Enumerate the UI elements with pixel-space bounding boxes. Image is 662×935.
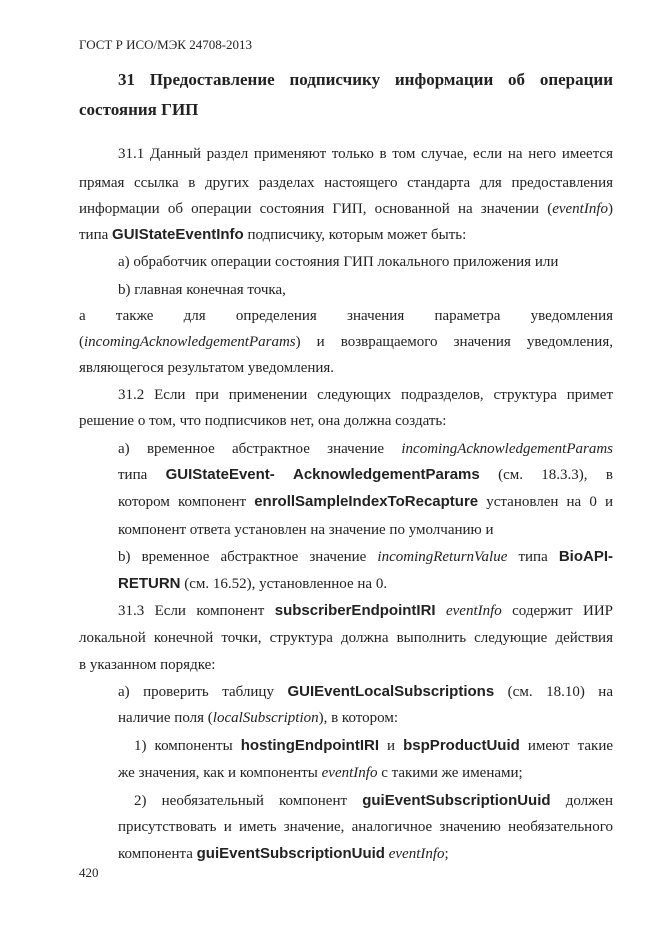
section-heading-line1: 31 Предоставление подписчику информации об операции [118,70,613,89]
list-item-a: типа GUIStateEvent- AcknowledgementParams (см. 18.3.3), в [118,466,613,483]
list-item-b: RETURN (см. 16.52), установленное на 0. [118,575,388,592]
paragraph-31-1-line: информации об операции состояния ГИП, основанной на значении (eventInfo) [79,201,613,217]
sub-list-item-1: же значения, как и компоненты eventInfo с такими же именами; [118,765,523,781]
list-item-a: a) обработчик операции состояния ГИП локального приложения или [118,254,559,270]
running-header: ГОСТ Р ИСО/МЭК 24708-2013 [79,37,253,52]
paragraph-31-1-line: прямая ссылка в других разделах настоящего стандарта для предоставления [79,175,613,191]
paragraph-31-2-line: решение о том, что подписчиков нет, она должна создать: [79,413,447,429]
paragraph-line: являющегося результатом уведомления. [79,360,335,376]
list-item-a: a) проверить таблицу GUIEventLocalSubscriptions (см. 18.10) на [118,683,613,700]
paragraph-31-3-line: 31.3 Если компонент subscriberEndpointIRI eventInfo содержит ИИР [118,602,613,619]
list-item-a: компонент ответа установлен на значение по умолчанию и [118,522,494,538]
paragraph-31-2-line: 31.2 Если при применении следующих подразделов, структура примет [118,387,613,403]
section-heading-line2: состояния ГИП [79,100,199,119]
paragraph-31-3-line: локальной конечной точки, структура должна выполнить следующие действия [79,630,613,646]
paragraph-line: а также для определения значения параметра уведомления [79,308,613,324]
list-item-b: b) временное абстрактное значение incomingReturnValue типа BioAPI- [118,548,613,565]
sub-list-item-2: компонента guiEventSubscriptionUuid eventInfo; [118,845,449,862]
paragraph-line: (incomingAcknowledgementParams) и возвращаемого значения уведомления, [79,334,613,350]
sub-list-item-2: 2) необязательный компонент guiEventSubscriptionUuid должен [134,792,613,809]
list-item-a: a) временное абстрактное значение incomingAcknowledgementParams [118,441,613,457]
paragraph-31-1-line: типа GUIStateEventInfo подписчику, которым может быть: [79,226,467,243]
sub-list-item-1: 1) компоненты hostingEndpointIRI и bspProductUuid имеют такие [134,737,614,754]
sub-list-item-2: присутствовать и иметь значение, аналогичное значению необязательного [118,819,613,835]
page-number: 420 [79,865,99,880]
list-item-b: b) главная конечная точка, [118,282,286,298]
list-item-a: наличие поля (localSubscription), в котором: [118,710,398,726]
paragraph-31-1-line: 31.1 Данный раздел применяют только в том случае, если на него имеется [118,146,613,162]
list-item-a: котором компонент enrollSampleIndexToRecapture установлен на 0 и [118,493,613,510]
paragraph-31-3-line: в указанном порядке: [79,657,216,673]
